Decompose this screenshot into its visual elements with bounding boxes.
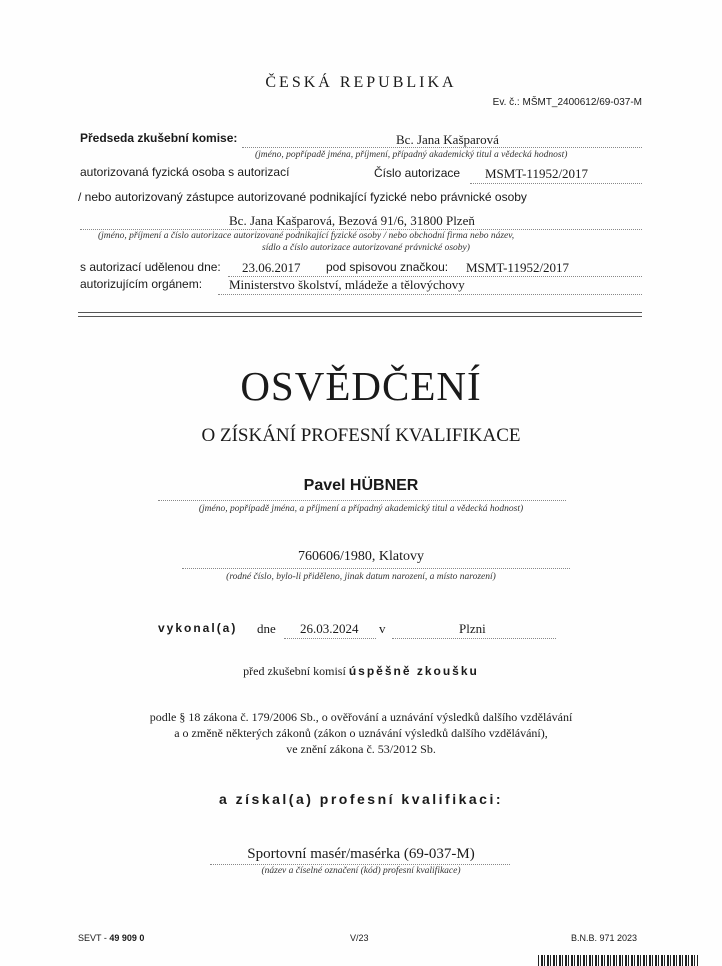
certificate-subtitle: O ZÍSKÁNÍ PROFESNÍ KVALIFIKACE bbox=[201, 425, 521, 446]
date-prefix: dne bbox=[257, 621, 276, 636]
exam-date-line bbox=[284, 638, 376, 639]
footer-code-number: 49 909 0 bbox=[109, 933, 145, 943]
law-line-2: a o změně některých zákonů (zákon o uznávání výsledků dalšího vzdělávání), bbox=[174, 726, 548, 740]
separator-2 bbox=[78, 316, 642, 317]
chair-note: (jméno, popřípadě jména, příjmení, případný akademický titul a vědecká hodnost) bbox=[255, 150, 568, 160]
law-line-3: ve znění zákona č. 53/2012 Sb. bbox=[286, 742, 436, 756]
barcode bbox=[538, 955, 698, 966]
qualification-line bbox=[210, 864, 510, 865]
address-line bbox=[80, 229, 642, 230]
holder-note: (jméno, popřípadě jména, a příjmení a případný akademický titul a vědecká hodnost) bbox=[198, 504, 524, 514]
committee-row bbox=[0, 664, 722, 679]
holder-name: Pavel HÜBNER bbox=[303, 477, 419, 494]
person-label: autorizovaná fyzická osoba s autorizací bbox=[80, 165, 290, 179]
performed-label: vykonal(a) bbox=[158, 621, 238, 635]
address: Bc. Jana Kašparová, Bezová 91/6, 31800 Plzeň bbox=[229, 213, 475, 228]
file-label: pod spisovou značkou: bbox=[326, 260, 449, 274]
birth-line bbox=[182, 568, 570, 569]
qualification: Sportovní masér/masérka (69-037-M) bbox=[247, 846, 475, 862]
separator-1 bbox=[78, 312, 642, 313]
exam-place-line bbox=[392, 638, 556, 639]
exam-place: Plzni bbox=[459, 621, 486, 636]
auth-number-label: Číslo autorizace bbox=[374, 166, 461, 180]
auth-number-line bbox=[470, 183, 642, 184]
chair-line bbox=[242, 147, 642, 148]
file-number: MSMT-11952/2017 bbox=[466, 260, 570, 275]
country-heading: ČESKÁ REPUBLIKA bbox=[265, 74, 457, 91]
footer-code-label: SEVT bbox=[78, 933, 102, 943]
footer-form: V/23 bbox=[350, 933, 369, 943]
organ-line bbox=[218, 294, 642, 295]
birth-info: 760606/1980, Klatovy bbox=[298, 549, 424, 564]
ev-number: Ev. č.: MŠMT_2400612/69-037-M bbox=[492, 97, 642, 108]
committee-text: před zkušební komisí bbox=[243, 664, 346, 678]
auth-number: MSMT-11952/2017 bbox=[485, 166, 589, 181]
footer-print: B.N.B. 971 2023 bbox=[571, 933, 638, 943]
chair-name: Bc. Jana Kašparová bbox=[396, 132, 499, 147]
certificate-title: OSVĚDČENÍ bbox=[240, 363, 482, 409]
organ-label: autorizujícím orgánem: bbox=[80, 277, 203, 291]
address-note-1: (jméno, příjmení a číslo autorizace autorizované podnikající fyzické osoby / nebo obchodní firma nebo název, bbox=[98, 231, 515, 241]
legal-rep-label: / nebo autorizovaný zástupce autorizované podnikající fyzické nebo právnické osoby bbox=[78, 190, 527, 204]
holder-line bbox=[158, 500, 566, 501]
footer-code: SEVT - 49 909 0 bbox=[78, 933, 145, 943]
granted-label: s autorizací udělenou dne: bbox=[80, 260, 221, 274]
birth-note: (rodné číslo, bylo-li přiděleno, jinak datum narození, a místo narození) bbox=[226, 572, 496, 582]
law-line-1: podle § 18 zákona č. 179/2006 Sb., o ověřování a uznávání výsledků dalšího vzdělávání bbox=[149, 710, 573, 724]
exam-date: 26.03.2024 bbox=[300, 621, 359, 636]
acquired-heading: a získal(a) profesní kvalifikaci: bbox=[218, 791, 504, 807]
place-prefix: v bbox=[379, 621, 386, 636]
organ: Ministerstvo školství, mládeže a tělovýchovy bbox=[229, 277, 465, 292]
granted-date: 23.06.2017 bbox=[242, 260, 301, 275]
chair-label: Předseda zkušební komise: bbox=[80, 131, 238, 145]
address-note-2: sídlo a číslo autorizace autorizované právnické osoby) bbox=[262, 243, 470, 253]
exam-result: úspěšně zkoušku bbox=[348, 664, 479, 678]
qualification-note: (název a číselné označení (kód) profesní kvalifikace) bbox=[261, 866, 461, 876]
